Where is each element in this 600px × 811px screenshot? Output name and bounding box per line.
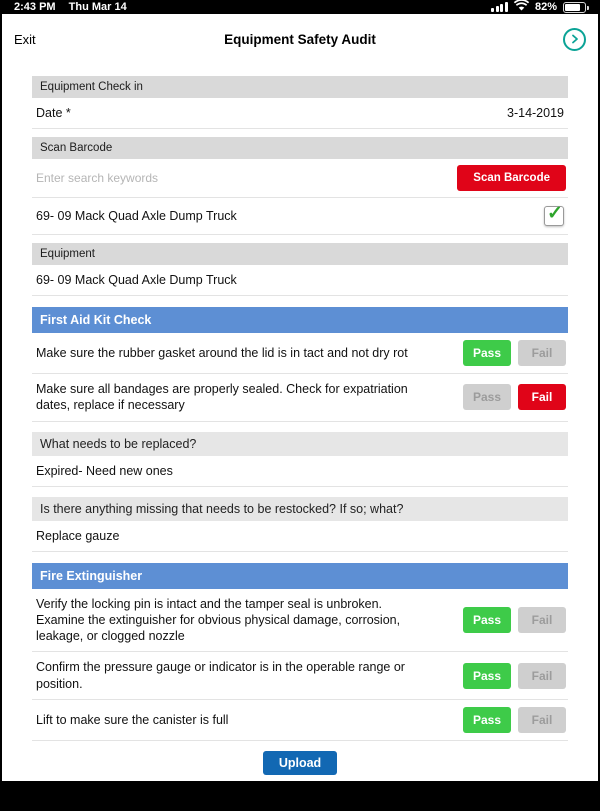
pass-button[interactable]: Pass [463,384,511,410]
date-value: 3-14-2019 [507,106,564,120]
pass-fail-group [463,384,566,410]
question-answer[interactable]: Replace gauze [32,521,568,552]
status-date: Thu Mar 14 [68,1,127,13]
fail-button[interactable]: Fail [518,607,566,633]
scan-result-row[interactable] [32,198,568,235]
equipment-value-row [32,265,568,296]
navigation-bar [2,14,598,64]
equipment-value: 69- 09 Mack Quad Axle Dump Truck [36,273,237,287]
barcode-search-row [32,159,568,198]
pass-button[interactable]: Pass [463,663,511,689]
checklist-item-text: Confirm the pressure gauge or indicator is in the operable range or position. [36,660,405,691]
app-screen [0,14,600,781]
fail-button[interactable]: Fail [518,707,566,733]
pass-button[interactable]: Pass [463,707,511,733]
checklist-item-row [32,652,568,700]
section-header-fire-extinguisher: Fire Extinguisher [32,563,568,589]
search-input[interactable] [36,171,457,185]
status-left [14,1,137,13]
checklist-item-row [32,589,568,653]
section-header-scan-barcode: Scan Barcode [32,137,568,159]
status-time: 2:43 PM [14,1,56,13]
wifi-icon [514,0,529,14]
fail-button[interactable]: Fail [518,663,566,689]
scan-result-label: 69- 09 Mack Quad Axle Dump Truck [36,209,237,223]
checklist-item-text: Lift to make sure the canister is full [36,712,229,727]
battery-percent: 82% [534,1,557,13]
fail-button[interactable]: Fail [518,384,566,410]
upload-area [32,741,568,781]
page-title: Equipment Safety Audit [224,31,376,47]
status-right [491,0,586,14]
checklist-item-row [32,374,568,422]
date-field-row[interactable] [32,98,568,129]
scan-barcode-button[interactable]: Scan Barcode [457,165,566,191]
chevron-right-icon [570,34,580,44]
section-header-first-aid: First Aid Kit Check [32,307,568,333]
checklist-item-row [32,700,568,741]
upload-button[interactable]: Upload [263,751,337,775]
checklist-item-text: Make sure all bandages are properly sealed. Check for expatriation dates, replace if necessary [36,382,408,413]
pass-fail-group [463,707,566,733]
date-label: Date * [36,106,71,120]
cellular-signal-icon [491,2,508,12]
form-content [2,64,598,781]
device-bottom-bezel [0,781,600,811]
checklist-item-text: Verify the locking pin is intact and the tamper seal is unbroken. Examine the extinguisher for obvious physical damage, corrosion, leakage, or clogged nozzle [36,596,401,643]
question-label: Is there anything missing that needs to be restocked? If so; what? [32,497,568,521]
pass-button[interactable]: Pass [463,340,511,366]
exit-button[interactable]: Exit [14,31,36,47]
pass-button[interactable]: Pass [463,607,511,633]
checklist-item-text: Make sure the rubber gasket around the lid is in tact and not dry rot [36,345,408,360]
question-label: What needs to be replaced? [32,432,568,456]
pass-fail-group [463,607,566,633]
battery-fill [565,4,580,11]
pass-fail-group [463,340,566,366]
section-header-equipment-check-in: Equipment Check in [32,76,568,98]
question-answer[interactable]: Expired- Need new ones [32,456,568,487]
pass-fail-group [463,663,566,689]
battery-icon [563,2,586,13]
checklist-item-row [32,333,568,374]
fail-button[interactable]: Fail [518,340,566,366]
section-header-equipment: Equipment [32,243,568,265]
next-page-button[interactable] [563,28,586,51]
status-bar [0,0,600,14]
equipment-checkbox[interactable] [544,206,564,226]
